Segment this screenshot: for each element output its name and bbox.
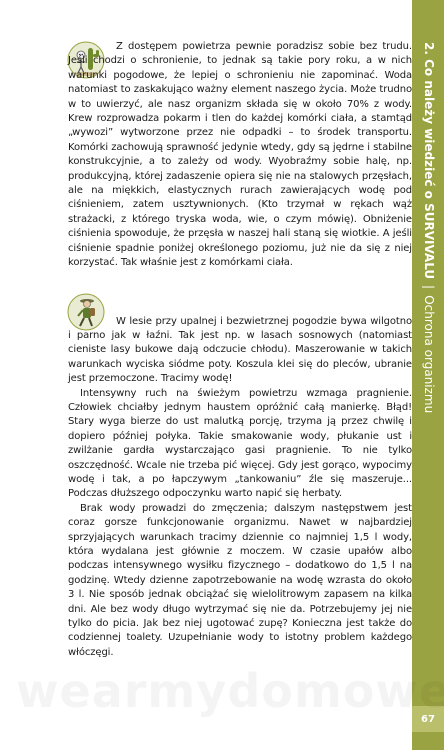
paragraph-4: Brak wody prowadzi do zmęczenia; dalszym następstwem jest coraz gorsze funkcjonowanie organizmu. Nawet w najbardziej sprzyjających warunkach tracimy dziennie co najmniej 1,5 l wody, która wydalana jest głównie z moczem. W czasie upałów albo podczas intensywnego wysiłku fizycznego – dodatkowo do 1,5 l na godzinę. Wtedy dzienne zapotrzebowanie na wodę wzrasta do około 3 l. Nie sposób jednak obciążać się wielolitrowym zapasem na kilka dni. Ale bez wody długo wytrzymać się nie da. Potrzebujemy jej nie tylko do picia. Jak bez niej ugotować zupę? Konieczna jest także do codziennej toalety. Uzupełnianie wody to istotny problem każdego włóczęgi. (68, 502, 412, 658)
paragraph-3: Intensywny ruch na świeżym powietrzu wzmaga pragnienie. Człowiek chciałby jednym haustem opróżnić całą manierkę. Błąd! Stary wyga bierze do ust malutką porcję, trzyma ją przez chwilę i dopiero później połyka. Takie smakowanie wody, płukanie ust i zwilżanie gardła wystarczająco gasi pragnienie. To nie tylko oszczędność. Wcale nie trzeba pić więcej. Gdy jest gorąco, wypocimy wodę i tak, a po łapczywym „tankowaniu” źle się maszeruje... Podczas dłuższego odpoczynku warto napić się herbaty. (68, 387, 412, 500)
sidebar-separator: | (422, 285, 436, 290)
body-text (68, 40, 412, 660)
sidebar-title (422, 42, 436, 413)
page-number: 67 (412, 706, 444, 732)
paragraph-2: W lesie przy upalnej i bezwietrznej pogodzie bywa wilgotno i parno jak w łaźni. Tak jest np. w lasach sosnowych (natomiast cieniste lasy bukowe dają odczucie chłodu). Maszerowanie w takich warunkach wyciska siódme poty. Koszula klei się do pleców, ubranie jest przemoczone. Tracimy wodę! (68, 315, 412, 385)
watermark (16, 664, 444, 718)
chapter-title: 2. Co należy wiedzieć o SURVIVALU (422, 42, 436, 280)
paragraph-1: Z dostępem powietrza pewnie poradzisz sobie bez trudu. Jeśli chodzi o schronienie, to jednak są takie pory roku, a w nich warunki pogodowe, że lepiej o schronieniu nie zapominać. Woda natomiast to zaskakująco ważny element naszego życia. Może trudno w to uwierzyć, ale nasz organizm składa się w około 70% z wody. Krew rozprowadza pokarm i tlen do każdej komórki ciała, a stamtąd „wywozi” wytworzone przez nie odpadki – to środek transportu. Komórki zachowują sprawność jedynie wtedy, gdy są jędrne i stabilne konstrukcyjnie, a to zależy od wody. Wyobraźmy sobie halę, np. produkcyjną, której zadaszenie opiera się nie na stalowych przęsłach, ale na miękkich, elastycznych rurach zawierających wodę pod ciśnieniem, zatem usztywnionych. (Kto trzymał w rękach wąż strażacki, z którego tryska woda, wie, o czym mówię). Obniżenie ciśnienia spowoduje, że przęsła w naszej hali staną się wiotkie. A jeśli ciśnienie spadnie poniżej określonego poziomu, już nie da się z niej korzystać. Tak właśnie jest z komórkami ciała. (68, 41, 412, 269)
section-title: Ochrona organizmu (422, 295, 436, 414)
chapter-sidebar (412, 0, 444, 750)
